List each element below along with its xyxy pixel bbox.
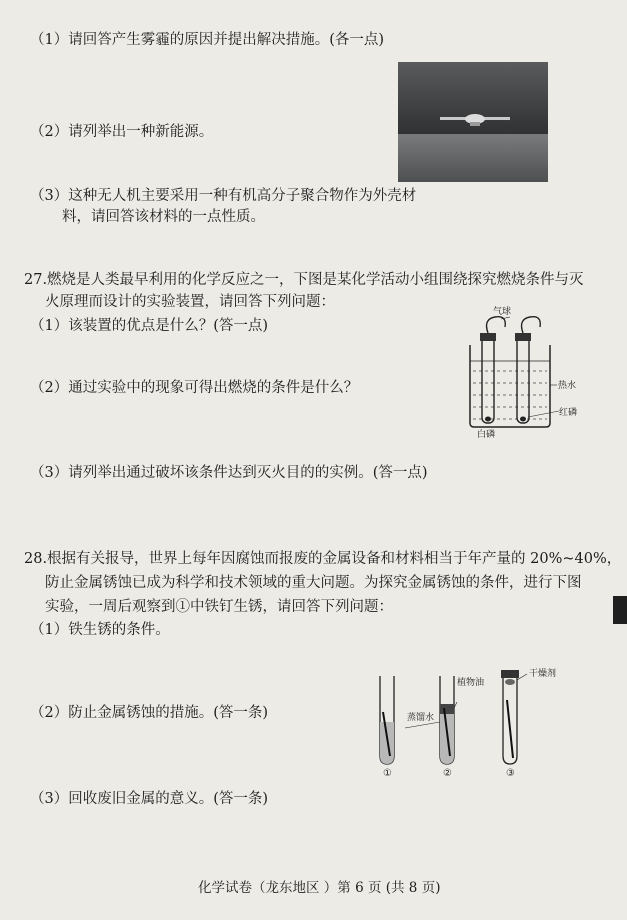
q28-part3: （3）回收废旧金属的意义。(答一条) bbox=[30, 791, 269, 807]
q28-stem-line1: 28.根据有关报导，世界上每年因腐蚀而报废的金属设备和材料相当于年产量的 20%~40%， bbox=[24, 551, 622, 567]
tube-2-group bbox=[440, 676, 454, 764]
q28-part1: （1）铁生锈的条件。 bbox=[30, 622, 170, 638]
drone-photo bbox=[398, 62, 548, 182]
test-tube-left bbox=[482, 335, 494, 423]
label-desiccant: 干燥剂 bbox=[529, 669, 557, 679]
q28-stem-line2: 防止金属锈蚀已成为科学和技术领域的重大问题。为探究金属锈蚀的条件，进行下图 bbox=[45, 575, 582, 591]
tube-2-oil bbox=[440, 704, 454, 714]
label-red-phosphorus: 红磷 bbox=[559, 408, 578, 418]
rusting-tubes bbox=[383, 660, 595, 780]
test-tube-right bbox=[517, 335, 529, 423]
q26-part3-line1: （3）这种无人机主要采用一种有机高分子聚合物作为外壳材 bbox=[30, 188, 417, 204]
water-dashes bbox=[473, 371, 547, 419]
q27-part3: （3）请列举出通过破坏该条件达到灭火目的的实例。(答一点) bbox=[30, 465, 428, 481]
photo-water bbox=[398, 134, 548, 182]
q28-stem-line3: 实验，一周后观察到①中铁钉生锈，请回答下列问题： bbox=[45, 599, 393, 615]
page-edge-tab bbox=[613, 596, 627, 624]
q27-stem-line2: 火原理而设计的实验装置，请回答下列问题： bbox=[45, 294, 335, 310]
q26-part3-line2: 料，请回答该材料的一点性质。 bbox=[62, 209, 265, 225]
drone-icon bbox=[440, 112, 510, 126]
desiccant bbox=[505, 679, 515, 685]
white-phosphorus bbox=[485, 417, 491, 422]
tube-3-group bbox=[501, 670, 519, 764]
balloon-right bbox=[522, 317, 541, 333]
iron-nail-3 bbox=[507, 700, 513, 758]
q26-part1: （1）请回答产生雾霾的原因并提出解决措施。(各一点) bbox=[30, 32, 385, 48]
tube-1-group bbox=[380, 676, 394, 764]
label-distilled-water: 蒸馏水 bbox=[407, 713, 435, 723]
label-tube-1: ① bbox=[383, 768, 392, 779]
label-hot-water: 热水 bbox=[558, 381, 577, 391]
red-phosphorus bbox=[520, 417, 526, 422]
tube-3-stopper bbox=[501, 670, 519, 678]
q26-part2: （2）请列举出一种新能源。 bbox=[30, 124, 214, 140]
label-balloon: 气球 bbox=[493, 307, 512, 317]
combustion-apparatus-diagram bbox=[455, 305, 578, 440]
balloon-left bbox=[487, 317, 506, 333]
label-oil: 植物油 bbox=[457, 678, 485, 688]
label-tube-2: ② bbox=[443, 768, 452, 779]
page-footer: 化学试卷（龙东地区 ）第 6 页 (共 8 页) bbox=[198, 880, 441, 896]
q27-part1: （1）该装置的优点是什么？(答一点) bbox=[30, 318, 269, 334]
q27-part2: （2）通过实验中的现象可得出燃烧的条件是什么？ bbox=[30, 380, 359, 396]
stopper-right bbox=[515, 333, 531, 341]
stopper-left bbox=[480, 333, 496, 341]
label-tube-3: ③ bbox=[506, 768, 515, 779]
label-white-phosphorus: 白磷 bbox=[477, 430, 496, 440]
q27-stem-line1: 27.燃烧是人类最早利用的化学反应之一，下图是某化学活动小组围绕探究燃烧条件与灭 bbox=[24, 272, 584, 288]
q28-part2: （2）防止金属锈蚀的措施。(答一条) bbox=[30, 705, 269, 721]
